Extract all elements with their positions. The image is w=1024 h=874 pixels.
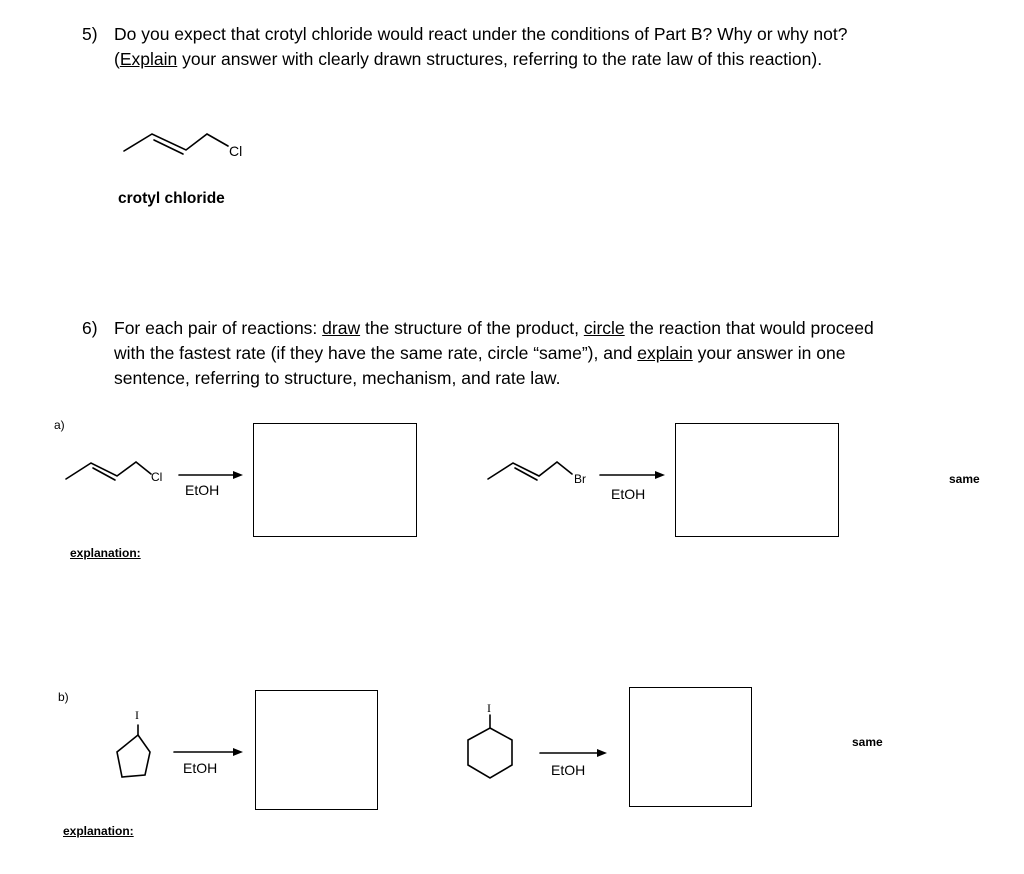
question-6-line-1: For each pair of reactions: draw the structure of the product, circle the reaction that would proceed xyxy=(114,318,874,338)
part-a-right-reagent: EtOH xyxy=(611,486,646,502)
part-a-left-cl-atom: Cl xyxy=(151,470,163,484)
part-b-left-reagent: EtOH xyxy=(183,760,218,776)
part-a-explanation-label: explanation: xyxy=(70,546,141,560)
crotyl-chloride-label: crotyl chloride xyxy=(118,190,225,207)
part-b-left-answer-box[interactable] xyxy=(255,690,378,810)
question-6-number: 6) xyxy=(82,318,98,338)
part-a-right-answer-box[interactable] xyxy=(675,423,839,537)
part-b-right-iodine-atom: I xyxy=(487,701,491,715)
part-a-left-reagent: EtOH xyxy=(185,482,220,498)
question-6-line-2: with the fastest rate (if they have the same rate, circle “same”), and explain your answer in one xyxy=(114,343,846,363)
question-5-line-1: Do you expect that crotyl chloride would react under the conditions of Part B? Why or why not? xyxy=(114,24,848,44)
part-b-explanation-label: explanation: xyxy=(63,824,134,838)
draw-emphasis: draw xyxy=(322,318,361,338)
question-6-line-3: sentence, referring to structure, mechanism, and rate law. xyxy=(114,368,561,388)
question-5-number: 5) xyxy=(82,24,98,44)
circle-emphasis: circle xyxy=(583,318,625,338)
explain-emphasis: explain xyxy=(637,343,693,363)
crotyl-chloride-cl-atom: Cl xyxy=(229,143,243,159)
explain-emphasis: Explain xyxy=(119,49,178,69)
part-b-right-answer-box[interactable] xyxy=(629,687,752,807)
question-5-line-2: (Explain your answer with clearly drawn structures, referring to the rate law of this reaction). xyxy=(114,49,823,69)
part-a-label: a) xyxy=(54,418,65,432)
part-b-left-iodine-atom: I xyxy=(135,708,139,722)
part-b-same-option[interactable]: same xyxy=(852,735,883,749)
part-a-left-answer-box[interactable] xyxy=(253,423,417,537)
part-b-right-reaction-arrow xyxy=(0,0,1,1)
part-a-right-br-atom: Br xyxy=(574,472,586,486)
part-a-same-option[interactable]: same xyxy=(949,472,980,486)
part-b-right-reagent: EtOH xyxy=(551,762,586,778)
part-b-label: b) xyxy=(58,690,69,704)
